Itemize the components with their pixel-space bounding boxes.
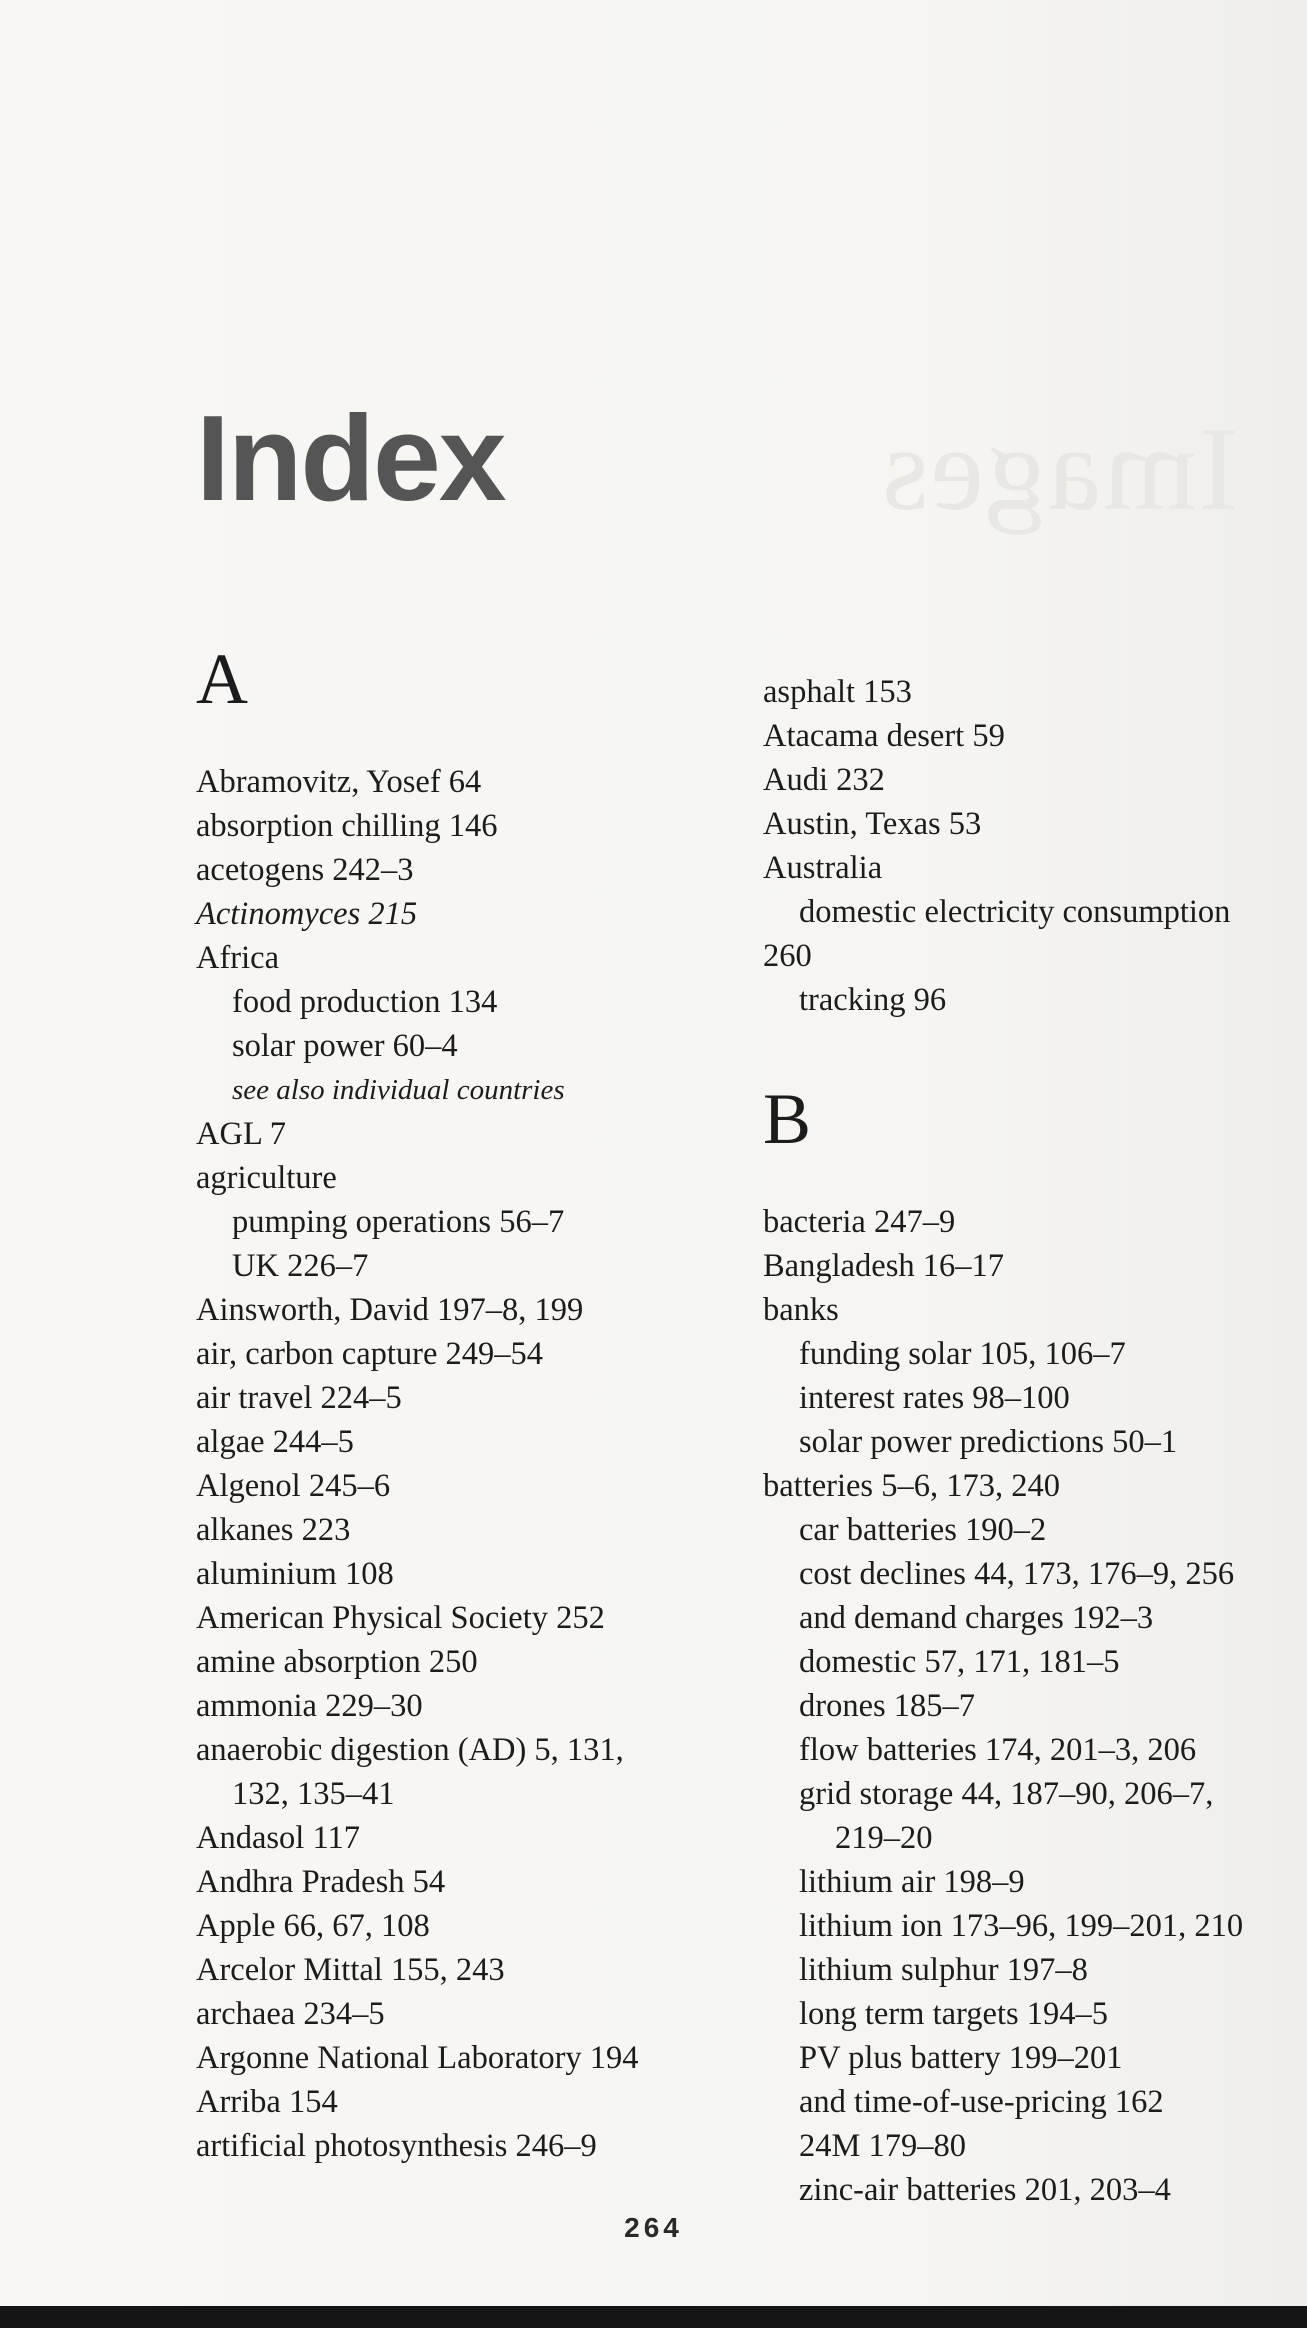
index-subentry: interest rates 98–100 [799,1380,1070,1416]
index-entry: American Physical Society 252 [196,1600,605,1636]
index-entry: algae 244–5 [196,1424,354,1460]
index-subentry: grid storage 44, 187–90, 206–7, [799,1776,1214,1812]
index-entry: alkanes 223 [196,1512,351,1548]
index-entry: amine absorption 250 [196,1644,478,1680]
entry-list-a [196,760,756,2168]
index-entry: Bangladesh 16–17 [763,1248,1005,1284]
index-subentry: tracking 96 [799,982,947,1018]
index-entry: Africa [196,940,279,976]
index-subentry: zinc-air batteries 201, 203–4 [799,2172,1171,2208]
index-entry: Andhra Pradesh 54 [196,1864,446,1900]
index-entry: absorption chilling 146 [196,808,498,844]
index-subentry: long term targets 194–5 [799,1996,1109,2032]
index-subentry: and demand charges 192–3 [799,1600,1154,1636]
index-subentry: domestic 57, 171, 181–5 [799,1644,1120,1680]
page-bottom-edge [0,2306,1307,2328]
index-entry: see also individual countries [232,1074,565,1106]
index-entry: Argonne National Laboratory 194 [196,2040,639,2076]
index-entry: Apple 66, 67, 108 [196,1908,430,1944]
index-entry: Austin, Texas 53 [763,806,982,842]
index-entry: Arriba 154 [196,2084,338,2120]
page-title: Index [196,390,505,526]
index-entry: batteries 5–6, 173, 240 [763,1468,1060,1504]
index-entry: anaerobic digestion (AD) 5, 131, [196,1732,624,1768]
index-subentry: pumping operations 56–7 [232,1204,565,1240]
index-entry: AGL 7 [196,1116,286,1152]
index-entry: Abramovitz, Yosef 64 [196,764,482,800]
index-subentry: cost declines 44, 173, 176–9, 256 [799,1556,1235,1592]
index-entry: aluminium 108 [196,1556,394,1592]
index-entry: ammonia 229–30 [196,1688,423,1724]
index-subentry: car batteries 190–2 [799,1512,1047,1548]
section-letter-b: B [763,1079,812,1159]
index-entry: archaea 234–5 [196,1996,385,2032]
index-subentry: domestic electricity consumption [799,894,1231,930]
index-entry: Audi 232 [763,762,885,798]
index-entry: air, carbon capture 249–54 [196,1336,544,1372]
index-subentry: 219–20 [835,1820,933,1856]
index-entry: artificial photosynthesis 246–9 [196,2128,597,2164]
index-entry: agriculture [196,1160,337,1196]
index-subentry: and time-of-use-pricing 162 [799,2084,1164,2120]
index-subentry: funding solar 105, 106–7 [799,1336,1126,1372]
index-entry: bacteria 247–9 [763,1204,956,1240]
index-entry: Atacama desert 59 [763,718,1005,754]
index-subentry: flow batteries 174, 201–3, 206 [799,1732,1197,1768]
index-entry: 260 [763,938,812,974]
index-column-left [196,640,756,2168]
index-column-right [763,670,1283,2212]
index-entry: Ainsworth, David 197–8, 199 [196,1292,584,1328]
index-subentry: lithium air 198–9 [799,1864,1025,1900]
entry-list-b [763,1200,1283,2212]
index-subentry: solar power predictions 50–1 [799,1424,1178,1460]
index-entry: air travel 224–5 [196,1380,402,1416]
section-gap [763,1022,1283,1080]
index-entry: acetogens 242–3 [196,852,414,888]
index-subentry: PV plus battery 199–201 [799,2040,1123,2076]
index-entry: asphalt 153 [763,674,912,710]
section-letter-a: A [196,639,248,719]
entry-list-a-continued [763,670,1283,1022]
index-subentry: 24M 179–80 [799,2128,967,2164]
index-entry: Algenol 245–6 [196,1468,391,1504]
index-subentry: lithium ion 173–96, 199–201, 210 [799,1908,1244,1944]
index-entry: Australia [763,850,883,886]
page-number: 264 [624,2212,683,2243]
index-subentry: UK 226–7 [232,1248,369,1284]
index-subentry: lithium sulphur 197–8 [799,1952,1088,1988]
index-subentry: food production 134 [232,984,498,1020]
index-entry: Arcelor Mittal 155, 243 [196,1952,505,1988]
index-entry: 132, 135–41 [232,1776,395,1812]
index-entry: Actinomyces 215 [196,896,418,932]
index-subentry: drones 185–7 [799,1688,976,1724]
index-entry: Andasol 117 [196,1820,360,1856]
show-through-text: Images [880,402,1239,535]
index-subentry: solar power 60–4 [232,1028,458,1064]
index-entry: banks [763,1292,839,1328]
